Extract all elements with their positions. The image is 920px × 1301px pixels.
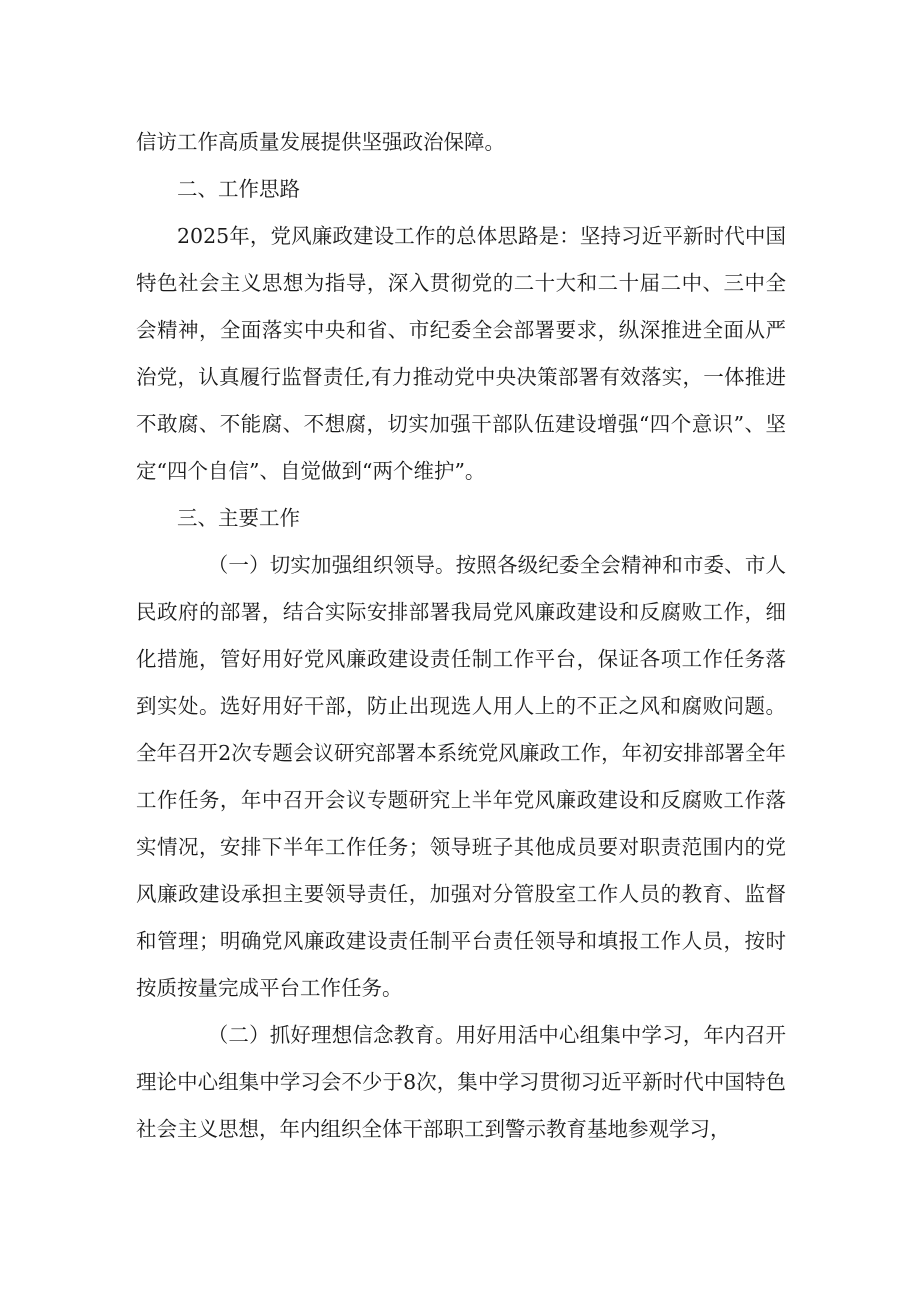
paragraph-ideals-education: （二）抓好理想信念教育。用好用活中心组集中学习，年内召开理论中心组集中学习会不少于8次，集中学习贯彻习近平新时代中国特色社会主义思想，年内组织全体干部职工到警示教育基地参观学习， xyxy=(136,1023,786,1141)
document-body xyxy=(136,119,786,1153)
paragraph-continuation: 信访工作高质量发展提供坚强政治保障。 xyxy=(136,130,505,154)
section-heading-main-work: 三、主要工作 xyxy=(177,506,300,530)
section-heading-work-approach: 二、工作思路 xyxy=(177,177,300,201)
paragraph-organization-leadership: （一）切实加强组织领导。按照各级纪委全会精神和市委、市人民政府的部署，结合实际安排部署我局党风廉政建设和反腐败工作，细化措施，管好用好党风廉政建设责任制工作平台，保证各项工作任务落到实处。选好用好干部，防止出现选人用人上的不正之风和腐败问题。全年召开2次专题会议研究部署本系统党风廉政工作，年初安排部署全年工作任务，年中召开会议专题研究上半年党风廉政建设和反腐败工作落实情况，安排下半年工作任务；领导班子其他成员要对职责范围内的党风廉政建设承担主要领导责任，加强对分管股室工作人员的教育、监督和管理；明确党风廉政建设责任制平台责任领导和填报工作人员，按时按质按量完成平台工作任务。 xyxy=(136,553,786,1000)
paragraph-overall-approach: 2025年，党风廉政建设工作的总体思路是：坚持习近平新时代中国特色社会主义思想为指导，深入贯彻党的二十大和二十届二中、三中全会精神，全面落实中央和省、市纪委全会部署要求，纵深推进全面从严治党，认真履行监督责任,有力推动党中央决策部署有效落实，一体推进不敢腐、不能腐、不想腐，切实加强干部队伍建设增强“四个意识”、坚定“四个自信”、自觉做到“两个维护”。 xyxy=(136,224,786,483)
